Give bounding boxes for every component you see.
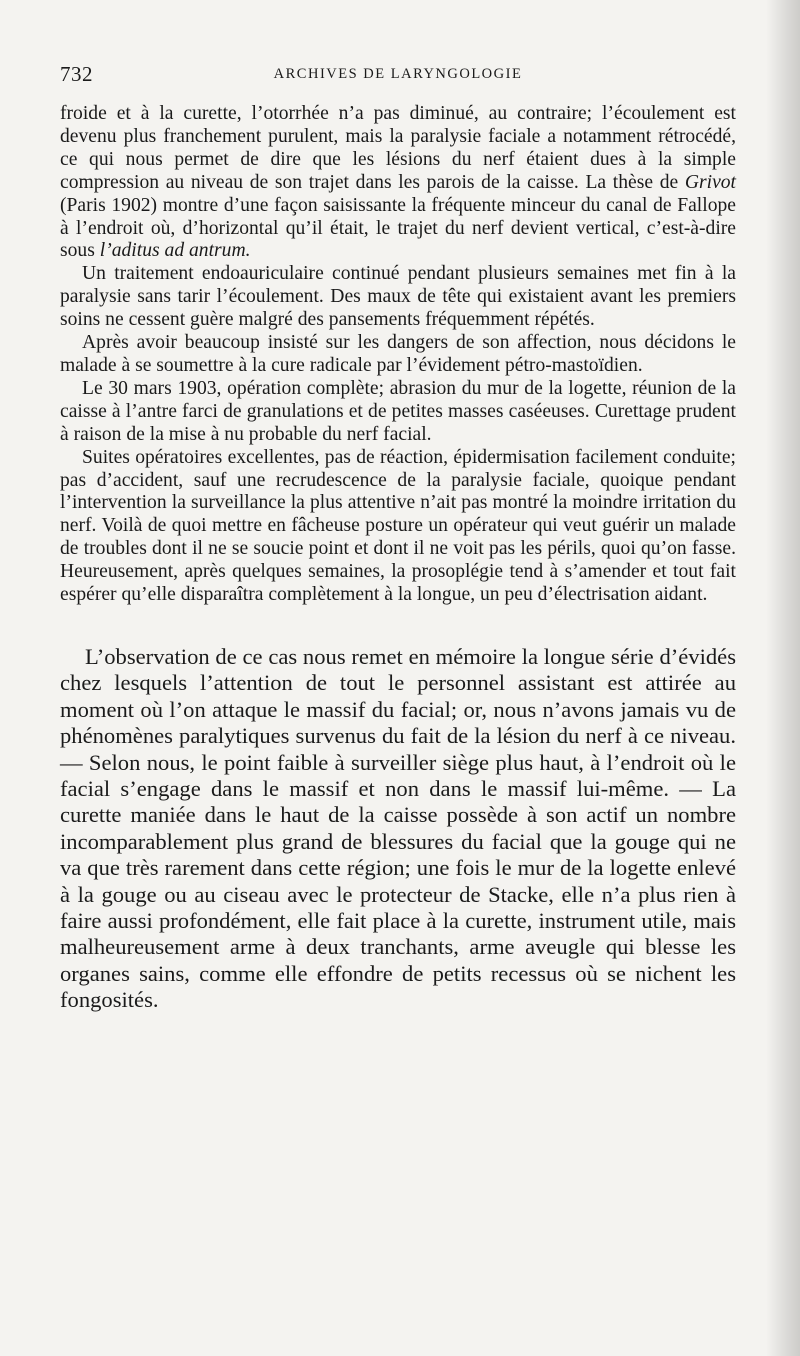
paragraph-5: Suites opératoires excellentes, pas de réaction, épidermisation facilement conduite; pas d’accident, sauf une recrudescence de la paralysie faciale, quoique pendant l’intervention la surveillance la plus attentive n’ait pas montré la moindre irritation du nerf. Voilà de quoi mettre en fâcheuse posture un opérateur qui veut guérir un malade de troubles dont il ne se soucie point et dont il ne voit pas les périls, quoi qu’on fasse. Heureusement, après quelques semaines, la prosoplégie tend à s’amender et tout fait espérer qu’elle disparaîtra complètement à la longue, un peu d’électrisation aidant. (60, 446, 736, 606)
author-name-grivot: Grivot (684, 171, 736, 193)
paragraph-1-part-b: (Paris 1902) montre d’une façon saisissante la fréquente minceur du canal de Fallope à l’endroit où, d’horizontal qu’il était, le trajet du nerf devient vertical, c’est-à-dire sous (60, 194, 736, 262)
running-title: ARCHIVES DE LARYNGOLOGIE (273, 66, 523, 82)
paragraph-1-part-a: froide et à la curette, l’otorrhée n’a pas diminué, au contraire; l’écoulement est devenu plus franchement purulent, mais la paralysie faciale a notamment rétrocédé, ce qui nous permet de dire que les lésions du nerf étaient dues à la simple compression au niveau de son trajet dans les parois de la caisse. La thèse de (60, 103, 736, 193)
paragraph-4: Le 30 mars 1903, opération complète; abrasion du mur de la logette, réunion de la caisse à l’antre farci de granulations et de petites masses caséeuses. Curettage prudent à raison de la mise à nu probable du nerf facial. (60, 377, 736, 445)
commentary-paragraph: L’observation de ce cas nous remet en mémoire la longue série d’évidés chez lesquels l’attention de tout le personnel assistant est attirée au moment où l’on attaque le massif du facial; or, nous n’avons jamais vu de phénomènes paralytiques survenus du fait de la lésion du nerf à ce niveau. — Selon nous, le point faible à surveiller siège plus haut, à l’endroit où le facial s’engage dans le massif et non dans le massif lui-même. — La curette maniée dans le haut de la caisse possède à son actif un nombre incomparablement plus grand de blessures du facial que la gouge qui ne va que très rarement dans cette région; une fois le mur de la logette enlevé à la gouge ou au ciseau avec le protecteur de Stacke, elle n’a plus rien à faire aussi profondément, elle fait place à la curette, instrument utile, mais malheureusement arme à deux tranchants, arme aveugle qui blesse les organes sains, comme elle effondre de petits recessus où se nichent les fongosités. (60, 643, 736, 1013)
page-number: 732 (60, 62, 93, 86)
paragraph-1 (60, 103, 736, 263)
paragraph-3: Après avoir beaucoup insisté sur les dangers de son affection, nous décidons le malade à se soumettre à la cure radicale par l’évidement pétro-mastoïdien. (60, 332, 736, 376)
page-header (60, 62, 736, 90)
case-report-text (60, 103, 736, 607)
commentary-text (60, 644, 736, 1014)
aditus-ad-antrum-term: l’aditus ad antrum. (99, 240, 251, 262)
paragraph-2: Un traitement endoauriculaire continué pendant plusieurs semaines met fin à la paralysie sans tarir l’écoulement. Des maux de tête qui existaient avant les premiers soins ne cessent guère malgré des pansements fréquemment répétés. (60, 263, 736, 331)
